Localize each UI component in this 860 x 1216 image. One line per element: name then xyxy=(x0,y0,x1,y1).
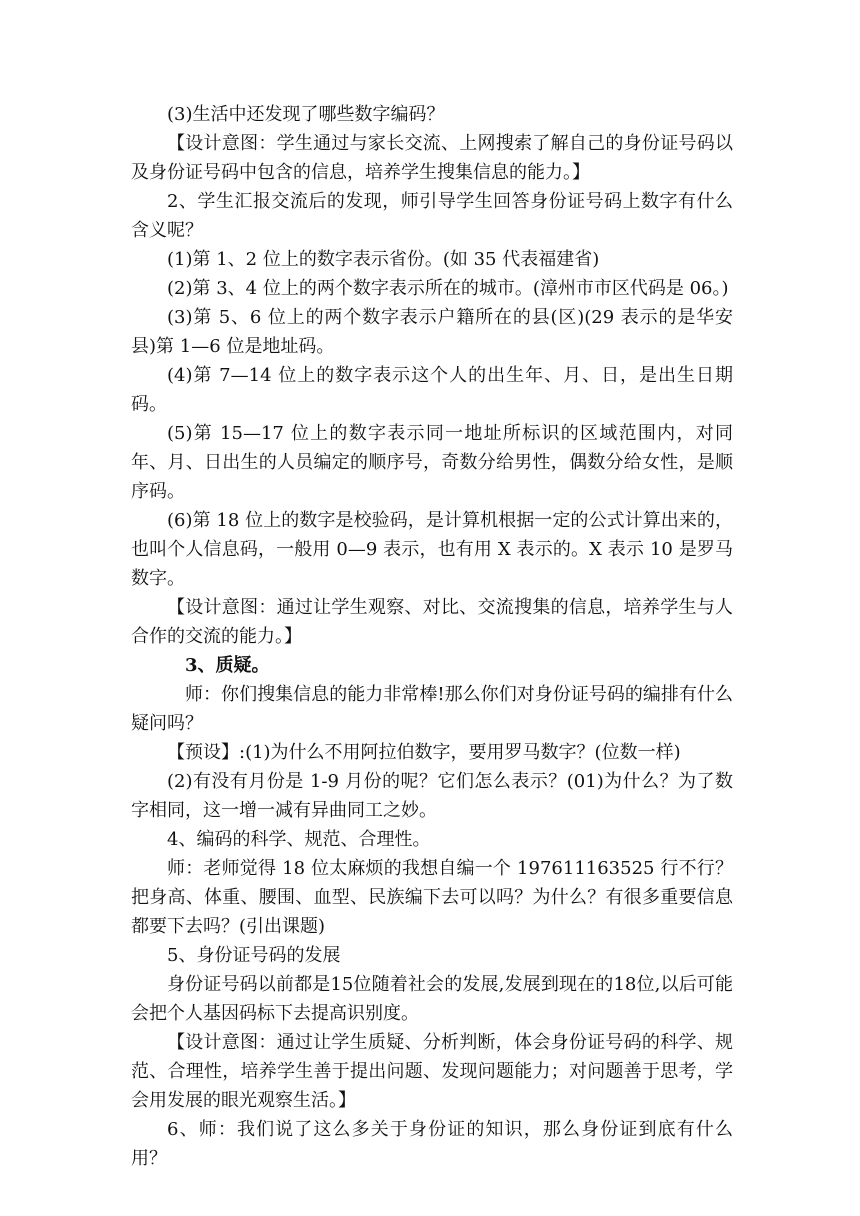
paragraph-digits-7-14: (4)第 7—14 位上的数字表示这个人的出生年、月、日，是出生日期码。 xyxy=(131,365,733,415)
paragraph-step-2: 2、学生汇报交流后的发现，师引导学生回答身份证号码上数字有什么含义呢？ xyxy=(131,191,733,241)
paragraph-month-format: (2)有没有月份是 1-9 月份的呢？它们怎么表示？(01)为什么？为了数字相同，这一增一减有异曲同工之妙。 xyxy=(131,771,733,821)
document-body xyxy=(131,100,733,1173)
paragraph-preset: 【预设】:(1)为什么不用阿拉伯数字，要用罗马数字？(位数一样) xyxy=(167,742,681,763)
paragraph-design-intent-1: 【设计意图：学生通过与家长交流、上网搜索了解自己的身份证号码以及身份证号码中包含的信息，培养学生搜集信息的能力。】 xyxy=(131,133,733,183)
paragraph-id-development: 身份证号码以前都是15位随着社会的发展,发展到现在的18位,以后可能会把个人基因码标下去提高识别度。 xyxy=(131,974,733,1024)
paragraph-digit-18: (6)第 18 位上的数字是校验码，是计算机根据一定的公式计算出来的，也叫个人信息码，一般用 0—9 表示，也有用 X 表示的。X 表示 10 是罗马数字。 xyxy=(131,510,733,589)
paragraph-teacher-custom-code: 师：老师觉得 18 位太麻烦的我想自编一个 197611163525 行不行？把身高、体重、腰围、血型、民族编下去可以吗？为什么？有很多重要信息都要下去吗？(引出课题) xyxy=(131,858,733,937)
paragraph-digits-5-6: (3)第 5、6 位上的两个数字表示户籍所在的县(区)(29 表示的是华安县)第 1—6 位是地址码。 xyxy=(131,307,733,357)
paragraph-design-intent-3: 【设计意图：通过让学生质疑、分析判断，体会身份证号码的科学、规范、合理性，培养学生善于提出问题、发现问题能力；对问题善于思考，学会用发展的眼光观察生活。】 xyxy=(131,1032,733,1111)
paragraph-digits-1-2: (1)第 1、2 位上的数字表示省份。(如 35 代表福建省) xyxy=(167,249,600,270)
paragraph-design-intent-2: 【设计意图：通过让学生观察、对比、交流搜集的信息，培养学生与人合作的交流的能力。】 xyxy=(131,597,733,647)
paragraph-step-5: 5、身份证号码的发展 xyxy=(167,945,341,966)
paragraph-digits-3-4: (2)第 3、4 位上的两个数字表示所在的城市。(漳州市市区代码是 06。) xyxy=(167,278,729,299)
paragraph-step-6: 6、师：我们说了这么多关于身份证的知识，那么身份证到底有什么用？ xyxy=(131,1119,733,1169)
paragraph-question-other-codes: (3)生活中还发现了哪些数字编码？ xyxy=(167,104,445,125)
paragraph-teacher-question: 师：你们搜集信息的能力非常棒!那么你们对身份证号码的编排有什么疑问吗？ xyxy=(131,684,733,734)
paragraph-digits-15-17: (5)第 15—17 位上的数字表示同一地址所标识的区域范围内，对同年、月、日出生的人员编定的顺序号，奇数分给男性，偶数分给女性，是顺序码。 xyxy=(131,423,733,502)
section-heading-questioning: 3、质疑。 xyxy=(185,655,270,676)
paragraph-step-4: 4、编码的科学、规范、合理性。 xyxy=(167,829,431,850)
